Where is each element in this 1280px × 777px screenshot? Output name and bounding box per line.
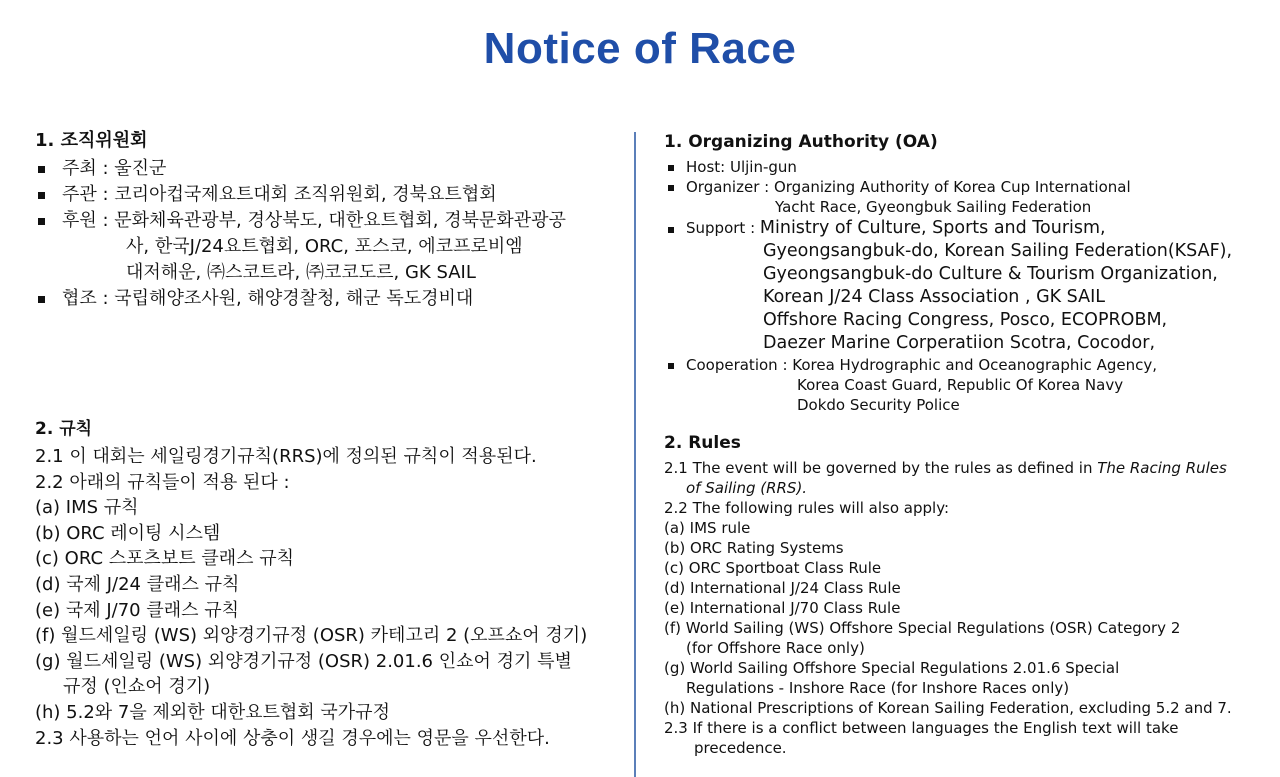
list-item-text: Cooperation : Korea Hydrographic and Oceanographic Agency, [686,356,1157,374]
list-item-text: 주최 : 울진군 [62,158,167,179]
rule-line: (f) 월드세일링 (WS) 외양경기규정 (OSR) 카테고리 2 (오프쇼어 경기) [35,625,588,647]
rule-line: (d) 국제 J/24 클래스 규칙 [35,573,240,595]
rule-line: 2.1 이 대회는 세일링경기규칙(RRS)에 정의된 규칙이 적용된다. [35,446,537,467]
rule-line: (c) ORC 스포츠보트 클래스 규칙 [35,548,295,570]
bullet-icon [668,165,674,171]
column-divider [634,132,636,777]
rule-line: (d) International J/24 Class Rule [664,579,901,597]
list-item-text: Gyeongsangbuk-do, Korean Sailing Federation(KSAF), [763,241,1233,261]
page-title: Notice of Race [483,24,797,73]
support-text: Ministry of Culture, Sports and Tourism, [759,218,1106,238]
section-heading: 1. Organizing Authority (OA) [664,132,938,152]
list-item [664,217,1254,355]
section-heading: 2. Rules [664,433,741,453]
right-column-section-1 [664,131,1254,415]
left-column-section-1 [35,130,620,312]
rule-line: Regulations - Inshore Race (for Inshore Races only) [686,679,1070,697]
bullet-icon [38,166,45,173]
list-item-text: Daezer Marine Corperatiion Scotra, Cocodor, [763,333,1156,353]
rule-line: (a) IMS 규칙 [35,497,139,519]
bullet-icon [668,185,674,191]
list-item [35,156,620,182]
list-item [35,286,620,312]
rule-text: 2.1 The event will be governed by the rules as defined in [664,459,1098,477]
list-item-text: 주관 : 코리아컵국제요트대회 조직위원회, 경북요트협회 [62,184,497,205]
bullet-icon [38,192,45,199]
rule-line: 2.3 사용하는 언어 사이에 상충이 생길 경우에는 영문을 우선한다. [35,727,550,749]
rule-line: 규정 (인쇼어 경기) [63,676,211,698]
rule-line: 2.2 아래의 규칙들이 적용 된다 : [35,471,290,493]
list-item [664,157,1254,177]
rule-line: precedence. [694,739,787,757]
list-item [35,208,620,286]
rule-line: (c) ORC Sportboat Class Rule [664,559,882,577]
list-item-text: Gyeongsangbuk-do Culture & Tourism Organization, [763,264,1218,284]
list-item-text: Korea Coast Guard, Republic Of Korea Navy [797,376,1124,394]
rule-line: 2.2 The following rules will also apply: [664,499,950,517]
list-item-text: 사, 한국J/24요트협회, ORC, 포스코, 에코프로비엠 [126,236,523,257]
bullet-icon [668,227,674,233]
rule-line: (e) 국제 J/70 클래스 규칙 [35,599,239,621]
list-item-text: Host: Uljin-gun [686,158,797,176]
section-heading: 2. 규칙 [35,419,93,439]
right-column-section-2 [664,432,1254,758]
list-item [664,177,1254,217]
rule-line: (e) International J/70 Class Rule [664,599,901,617]
rule-line: of Sailing (RRS). [686,479,808,497]
section-heading: 1. 조직위원회 [35,130,148,151]
list-item-text: Korean J/24 Class Association , GK SAIL [763,287,1106,307]
rule-line [664,458,1254,478]
bullet-icon [38,296,45,303]
rule-line: (b) ORC 레이팅 시스템 [35,522,221,544]
rule-line: (g) World Sailing Offshore Special Regulations 2.01.6 Special [664,659,1120,677]
rule-line: (f) World Sailing (WS) Offshore Special Regulations (OSR) Category 2 [664,619,1181,637]
list-item-text: Yacht Race, Gyeongbuk Sailing Federation [775,198,1092,216]
rule-line: 2.3 If there is a conflict between languages the English text will take [664,719,1179,737]
rule-line: (g) 월드세일링 (WS) 외양경기규정 (OSR) 2.01.6 인쇼어 경기 특별 [35,650,572,672]
rule-line: (h) 5.2와 7을 제외한 대한요트협회 국가규정 [35,701,390,723]
list-item-text: 대저해운, ㈜스코트라, ㈜코코도르, GK SAIL [126,262,476,283]
rule-line: (b) ORC Rating Systems [664,539,844,557]
list-item [35,182,620,208]
rule-line: (h) National Prescriptions of Korean Sailing Federation, excluding 5.2 and 7. [664,699,1232,717]
list-item-text: Dokdo Security Police [797,396,960,414]
list-item-text: 후원 : 문화체육관광부, 경상북도, 대한요트협회, 경북문화관광공 [62,210,566,231]
support-label: Support : [686,219,760,237]
list-item [664,355,1254,415]
bullet-icon [38,218,45,225]
left-column-section-2 [35,418,620,751]
list-item-text: Offshore Racing Congress, Posco, ECOPROBM, [763,310,1168,330]
list-item-text: Organizer : Organizing Authority of Korea Cup International [686,178,1131,196]
rule-line: (a) IMS rule [664,519,751,537]
rule-title-italic: The Racing Rules [1097,459,1227,477]
rule-line: (for Offshore Race only) [686,639,865,657]
list-item-text: 협조 : 국립해양조사원, 해양경찰청, 해군 독도경비대 [62,288,474,309]
list-item-text [686,217,1254,240]
bullet-icon [668,363,674,369]
